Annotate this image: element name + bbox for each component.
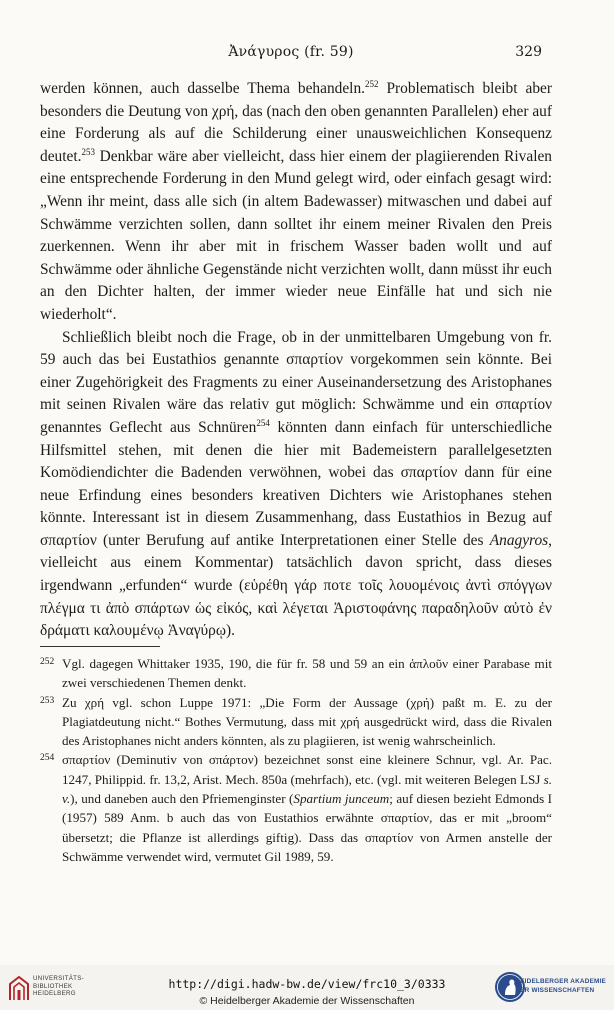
- footnote-number: 253: [40, 695, 55, 706]
- main-text: [40, 78, 552, 643]
- text-run: könnten dann einfach für unterschiedliche Hilfsmittel stehen, mit denen die hier mit Bademeistern parallelgesetzten Komödiendichter die Badenden verwöhnen, wobei das σπαρτίον dann für eine neue Erfindung eines besonders kreativen Dichters wie Aristophanes stehen könnte. Interessant ist in diesem Zusammenhang, dass Eustathios in Bezug auf σπαρτίον (unter Berufung auf antike Interpretationen einer Stelle des: [40, 418, 552, 549]
- paragraph-2: [40, 327, 552, 643]
- footnote-text: ; auf diesen bezieht Edmonds I (1957) 589 Anm. b auch das von Eustathios erwähnte σπαρτίον, das er mit „broom“ übersetzt; die Pflanze ist allerdings giftig). Dass das σπαρτίον von Armen anstelle der Schwämme verwendet wird, vermutet Gil 1989, 59.: [62, 791, 552, 864]
- footnote-254: [40, 750, 552, 866]
- footnote-ref-253[interactable]: 253: [81, 146, 95, 157]
- text-run: , vielleicht aus einem Kommentar) tatsächlich davon spricht, dass dieses irgendwann „erfunden“ wurde (εὑρέθη γάρ ποτε τοῖς λουομένοις ἀντὶ σπόγγων πλέγμα τι ἀπὸ σπάρτων ὡς εἰκός, καὶ λέγεται Ἀριστοφάνης παραδηλοῦν αὐτὸ ἐν δράματι καλουμένῳ Ἀναγύρῳ).: [40, 531, 552, 640]
- footnote-ref-254[interactable]: 254: [256, 417, 270, 428]
- footnote-text: σπαρτίον (Deminutiv von σπάρτον) bezeichnet sonst eine kleinere Schnur, vgl. Ar. Pac. 1247, Philippid. fr. 13,2, Arist. Mech. 850a (mehrfach), etc. (vgl. mit weiteren Belegen LSJ: [62, 752, 552, 787]
- text-run: Problematisch bleibt aber besonders die Deutung von χρή, das (nach den oben genannten Parallelen) eher auf eine Forderung als auf die Schilderung einer unausweichlichen Konsequenz deutet.: [40, 80, 552, 165]
- page-number: 329: [515, 44, 542, 60]
- footnote-252: [40, 654, 552, 693]
- footnote-italic: s. v.: [62, 771, 552, 807]
- text-run: Denkbar wäre aber vielleicht, dass hier einem der plagiierenden Rivalen eine entsprechende Forderung in den Mund gelegt wird, oder einfach gesagt wird: „Wenn ihr meint, dass alle sich (in altem Badewasser) mitwaschen und dabei auf Schwämme verzichten sollen, dann solltet ihr einem meiner Rivalen den Preis zuerkennen. Wenn ihr aber mit in frischem Wasser baden wollt und auf Schwämme oder ähnliche Gegenstände nicht verzichten wollt, dann müsst ihr euch an den Dichter halten, der immer wieder neue Einfälle hat und sich nie wiederholt“.: [40, 147, 552, 323]
- running-header: [40, 44, 542, 64]
- footnote-text: Vgl. dagegen Whittaker 1935, 190, die für fr. 58 und 59 an ein ἁπλοῦν einer Parabase mit zwei verschiedenen Themen denkt.: [62, 656, 552, 691]
- footnote-text: Zu χρή vgl. schon Luppe 1971: „Die Form der Aussage (χρή) paßt m. E. zu der Plagiatdeutung nicht.“ Bothes Vermutung, dass mit χρή ausgedrückt wird, dass die Rivalen des Aristophanes nicht anders könnten, als zu plagiieren, ist wenig wahrscheinlich.: [62, 694, 552, 749]
- footer-bar: [0, 965, 614, 1010]
- permalink[interactable]: http://digi.hadw-bw.de/view/frc10_3/0333: [168, 977, 446, 991]
- text-run: werden können, auch dasselbe Thema behandeln.: [40, 80, 365, 97]
- text-run: Schließlich bleibt noch die Frage, ob in der unmittelbaren Umgebung von fr. 59 auch das bei Eustathios genannte σπαρτίον vorgekommen sein könnte. Bei einer Zugehörigkeit des Fragments zu einer Auseinandersetzung des Aristophanes mit seinen Rivalen wäre das relativ gut möglich: Schwämme und ein σπαρτίον genanntes Geflecht aus Schnüren: [40, 328, 552, 436]
- library-name-line: BIBLIOTHEK: [33, 982, 73, 990]
- academy-name[interactable]: [515, 978, 606, 995]
- footnotes: [40, 654, 552, 866]
- running-title: Ἀνάγυρος (fr. 59): [228, 44, 354, 60]
- footnote-text: ), und daneben auch den Pfriemenginster (: [70, 791, 294, 807]
- academy-name-line: HEIDELBERGER AKADEMIE: [515, 978, 606, 985]
- footnote-divider: [40, 646, 160, 647]
- footnote-253: [40, 693, 552, 751]
- footnote-number: 252: [40, 657, 55, 667]
- title-italic: Anagyros: [489, 531, 549, 549]
- library-name-line: UNIVERSITÄTS-: [33, 975, 84, 982]
- footnote-italic: Spartium junceum: [293, 791, 390, 807]
- paragraph-1: [40, 78, 552, 327]
- footnote-number: 254: [40, 753, 55, 764]
- academy-name-line: DER WISSENSCHAFTEN: [515, 986, 595, 994]
- footnote-ref-252[interactable]: 252: [365, 79, 379, 89]
- library-name-line: HEIDELBERG: [33, 990, 76, 998]
- copyright-notice: © Heidelberger Akademie der Wissenschaften: [199, 995, 415, 1007]
